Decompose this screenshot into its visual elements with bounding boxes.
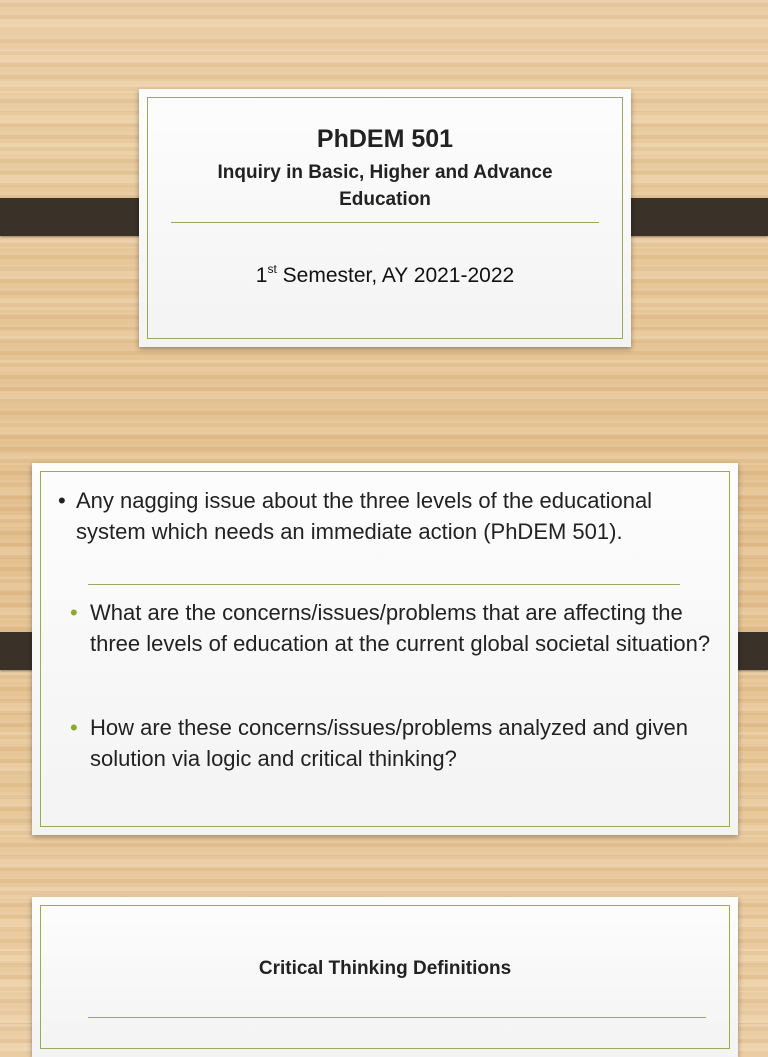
sub-bullet-1-dot: • [70, 600, 78, 625]
slide1-subtitle-line1: Inquiry in Basic, Higher and Advance [217, 162, 553, 183]
slide2-card [32, 463, 738, 835]
main-bullet-text: Any nagging issue about the three levels of the educational system which needs an immediate action (PhDEM 501). [76, 488, 653, 544]
slide1-semester [139, 262, 631, 288]
slide1-right-bar [613, 198, 768, 236]
slide3-card [32, 897, 738, 1057]
slide1-subtitle [159, 159, 611, 213]
sub-bullet-2 [70, 712, 718, 774]
sub-bullet-2-text: How are these concerns/issues/problems analyzed and given solution via logic and critical thinking? [90, 715, 688, 771]
semester-text: Semester, AY 2021-2022 [276, 264, 515, 287]
slide1-separator [171, 222, 599, 223]
slide3-title: Critical Thinking Definitions [258, 958, 512, 979]
sub-bullet-1 [70, 597, 718, 659]
slide1-card [139, 89, 631, 347]
sub-bullet-1-text: What are the concerns/issues/problems that are affecting the three levels of education at the current global societal situation? [90, 600, 711, 656]
sub-bullet-2-dot: • [70, 715, 78, 740]
semester-number: 1 [255, 264, 268, 287]
slide1-title: PhDEM 501 [316, 125, 454, 153]
semester-suffix: st [267, 262, 277, 276]
main-bullet [58, 485, 718, 547]
slide1-left-bar [0, 198, 155, 236]
slide2-separator [88, 584, 680, 585]
slide1-subtitle-line2: Education [339, 189, 431, 210]
main-bullet-dot: • [58, 488, 66, 513]
slide3-separator [88, 1017, 706, 1018]
